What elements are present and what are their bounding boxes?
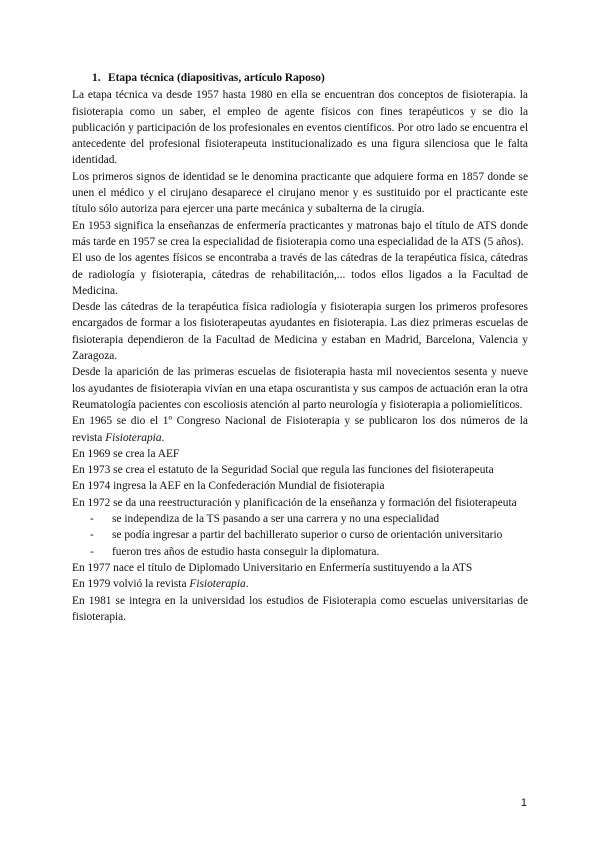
list-item-text: se independiza de la TS pasando a ser una carrera y no una especialidad (112, 513, 440, 526)
dash-list (72, 511, 528, 560)
paragraph-ats-1953: En 1953 significa la enseñanzas de enfermería practicantes y matronas bajo el título de ATS donde más tarde en 1957 se crea la especialidad de fisioterapia como una especialidad de la ATS (5 años). (72, 219, 528, 248)
journal-name: Fisioterapia (189, 578, 246, 591)
dash-marker: - (90, 529, 94, 542)
dash-marker: - (90, 545, 94, 558)
line-aef-1969: En 1969 se crea la AEF (72, 447, 180, 460)
paragraph-reestructuracion-1972: En 1972 se da una reestructuración y planificación de la enseñanza y formación del fisioterapeuta (72, 496, 517, 509)
paragraph-universidad-1981: En 1981 se integra en la universidad los estudios de Fisioterapia como escuelas universitarias de fisioterapia. (72, 594, 528, 623)
list-item (72, 544, 528, 560)
line-diplomado-1977: En 1977 nace el título de Diplomado Universitario en Enfermería sustituyendo a la ATS (72, 561, 473, 574)
paragraph-etapa-tecnica: La etapa técnica va desde 1957 hasta 1980 en ella se encuentran dos conceptos de fisioterapia. la fisioterapia como un saber, el empleo de agente físicos con fines terapéuticos y se dio la publicación y participación de los profesionales en eventos científicos. Por otro lado se encuentra el antecedente del profesional fisioterapeuta institucionalizado es una figura silenciosa que le falta identidad. (72, 89, 528, 167)
congreso-text: En 1965 se dio el 1º Congreso Nacional de Fisioterapia y se publicaron los dos números de la revista (72, 415, 528, 444)
line-revista-1979 (72, 576, 528, 592)
list-item (72, 527, 528, 543)
paragraph-agentes-fisicos: El uso de los agentes físicos se encontraba a través de las cátedras de la terapéutica física, cátedras de radiología y fisioterapia, cátedras de rehabilitación,... todos ellos ligados a la Facultad de Medicina. (72, 252, 528, 297)
document-page (72, 70, 528, 625)
page-number: 1 (520, 797, 527, 809)
line-confederacion-1974: En 1974 ingresa la AEF en la Confederación Mundial de fisioterapia (72, 480, 385, 493)
section-number: 1. (92, 72, 101, 84)
line-seguridad-social-1973: En 1973 se crea el estatuto de la Seguridad Social que regula las funciones del fisioterapeuta (72, 464, 494, 477)
list-item (72, 511, 528, 527)
section-heading (92, 70, 528, 86)
section-title: Etapa técnica (diapositivas, artículo Raposo) (108, 72, 325, 84)
list-item-text: fueron tres años de estudio hasta conseguir la diplomatura. (112, 545, 380, 558)
dash-marker: - (90, 513, 94, 526)
congreso-end: . (161, 431, 165, 444)
paragraph-catedras: Desde las cátedras de la terapéutica física radiología y fisioterapia surgen los primeros profesores encargados de formar a los fisioterapeutas ayudantes en fisioterapia. Las diez primeras escuelas de fisioterapia dependieron de la Facultad de Medicina y estaban en Madrid, Barcelona, Valencia y Zaragoza. (72, 301, 528, 363)
revista-end: . (245, 578, 249, 591)
paragraph-congreso-1965 (72, 413, 528, 446)
paragraph-practicante: Los primeros signos de identidad se le denomina practicante que adquiere forma en 1857 donde se unen el médico y el cirujano desaparece el cirujano menor y es sustituido por el practicante este título sólo autoriza para ejercer una parte mecánica y subalterna de la cirugía. (72, 170, 528, 216)
list-item-text: se podía ingresar a partir del bachillerato superior o curso de orientación universitario (112, 529, 503, 542)
paragraph-etapa-oscurantista: Desde la aparición de las primeras escuelas de fisioterapia hasta mil novecientos sesenta y nueve los ayudantes de fisioterapia vivían en una etapa oscurantista y sus campos de actuación eran la otra Reumatología pacientes con escoliosis atención al parto neurología y fisioterapia a poliomielíticos. (72, 366, 528, 411)
journal-name: Fisioterapia (105, 431, 162, 444)
revista-text: En 1979 volvió la revista (72, 578, 190, 591)
